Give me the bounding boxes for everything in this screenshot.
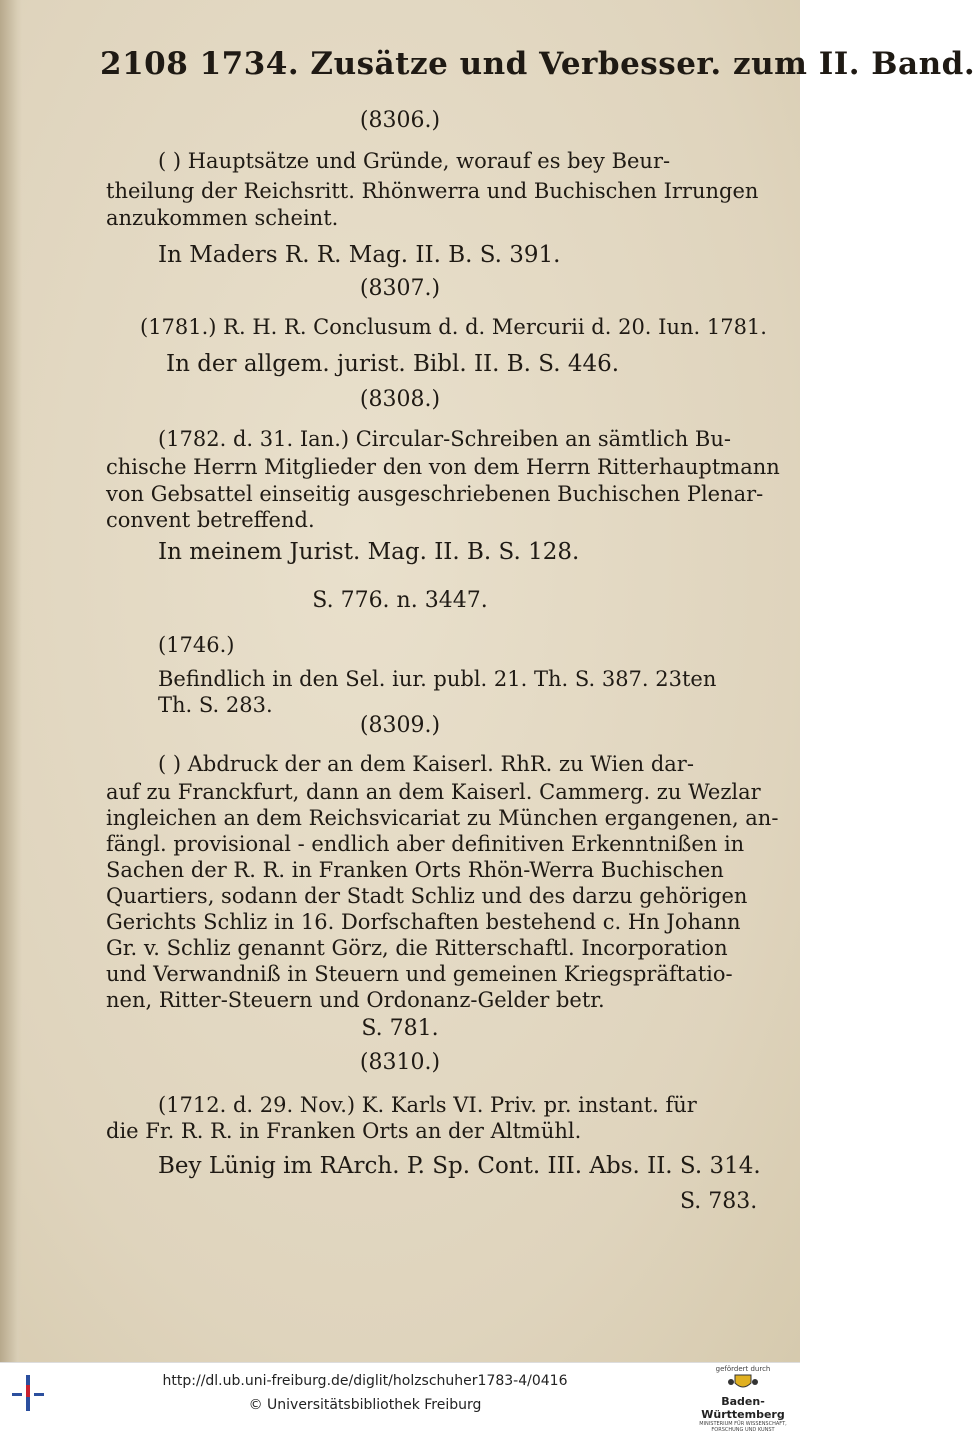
entry-line: und Verwandniß in Steuern und gemeinen Kriegspräftatio- bbox=[106, 962, 733, 986]
entry-reference: In meinem Jurist. Mag. II. B. S. 128. bbox=[158, 539, 580, 565]
entry-line: Gerichts Schliz in 16. Dorfschaften bestehend c. Hn Johann bbox=[106, 910, 741, 934]
entry-line: anzukommen scheint. bbox=[106, 206, 339, 230]
entry-reference: In Maders R. R. Mag. II. B. S. 391. bbox=[158, 242, 561, 268]
section-year: (1746.) bbox=[158, 633, 235, 657]
entry-reference: Bey Lünig im RArch. P. Sp. Cont. III. Abs. II. S. 314. bbox=[158, 1153, 761, 1179]
entry-line: Befindlich in den Sel. iur. publ. 21. Th. S. 387. 23ten bbox=[158, 667, 717, 691]
sponsor-small-text: gefördert durch bbox=[715, 1365, 771, 1373]
viewer-footer bbox=[0, 1362, 800, 1433]
entry-line: ( ) Abdruck der an dem Kaiserl. RhR. zu Wien dar- bbox=[158, 752, 694, 776]
entry-line: fängl. provisional - endlich aber definitiven Erkenntnißen in bbox=[106, 832, 745, 856]
permalink-url[interactable]: http://dl.ub.uni-freiburg.de/diglit/holzschuher1783-4/0416 bbox=[162, 1373, 568, 1389]
entry-number-8310: (8310.) bbox=[359, 1050, 441, 1075]
section-title-781: S. 781. bbox=[361, 1016, 439, 1041]
entry-line: ingleichen an dem Reichsvicariat zu München ergangenen, an- bbox=[106, 806, 779, 830]
page-spine-shadow bbox=[0, 0, 22, 1362]
entry-line: Sachen der R. R. in Franken Orts Rhön-Werra Buchischen bbox=[106, 858, 724, 882]
coat-of-arms-icon bbox=[725, 1376, 761, 1395]
entry-number-8309: (8309.) bbox=[359, 713, 441, 738]
entry-line: ( ) Hauptsätze und Gründe, worauf es bey Beur- bbox=[158, 149, 671, 173]
entry-line: Gr. v. Schliz genannt Görz, die Ritterschaftl. Incorporation bbox=[106, 936, 728, 960]
page-header: 2108 1734. Zusätze und Verbesser. zum II. Band. bbox=[100, 46, 975, 82]
entry-line: nen, Ritter-Steuern und Ordonanz-Gelder betr. bbox=[106, 988, 605, 1012]
section-title-776: S. 776. n. 3447. bbox=[312, 588, 488, 613]
sponsor-name: Baden-Württemberg bbox=[701, 1395, 785, 1421]
entry-line: die Fr. R. R. in Franken Orts an der Altmühl. bbox=[106, 1119, 582, 1143]
sponsor-logo bbox=[690, 1365, 796, 1433]
entry-line: auf zu Franckfurt, dann an dem Kaiserl. Cammerg. zu Wezlar bbox=[106, 780, 761, 804]
entry-line: Quartiers, sodann der Stadt Schliz und des darzu gehörigen bbox=[106, 884, 748, 908]
entry-line: theilung der Reichsritt. Rhönwerra und Buchischen Irrungen bbox=[106, 179, 759, 203]
entry-reference: In der allgem. jurist. Bibl. II. B. S. 446. bbox=[166, 351, 620, 377]
catchword: S. 783. bbox=[680, 1189, 758, 1214]
entry-number-8308: (8308.) bbox=[359, 387, 441, 412]
entry-number-8307: (8307.) bbox=[359, 276, 441, 301]
copyright-notice: © Universitätsbibliothek Freiburg bbox=[248, 1397, 482, 1413]
entry-line: chische Herrn Mitglieder den von dem Herrn Ritterhauptmann bbox=[106, 455, 780, 479]
entry-line: Th. S. 283. bbox=[158, 693, 273, 717]
entry-line: (1782. d. 31. Ian.) Circular-Schreiben an sämtlich Bu- bbox=[158, 427, 731, 451]
entry-line: (1781.) R. H. R. Conclusum d. d. Mercurii d. 20. Iun. 1781. bbox=[140, 315, 767, 339]
entry-line: von Gebsattel einseitig ausgeschriebenen Buchischen Plenar- bbox=[106, 482, 764, 506]
sponsor-ministry: MINISTERIUM FÜR WISSENSCHAFT, FORSCHUNG UND KUNST bbox=[699, 1421, 787, 1433]
entry-line: (1712. d. 29. Nov.) K. Karls VI. Priv. pr. instant. für bbox=[158, 1093, 697, 1117]
entry-line: convent betreffend. bbox=[106, 508, 315, 532]
entry-number-8306: (8306.) bbox=[359, 108, 441, 133]
